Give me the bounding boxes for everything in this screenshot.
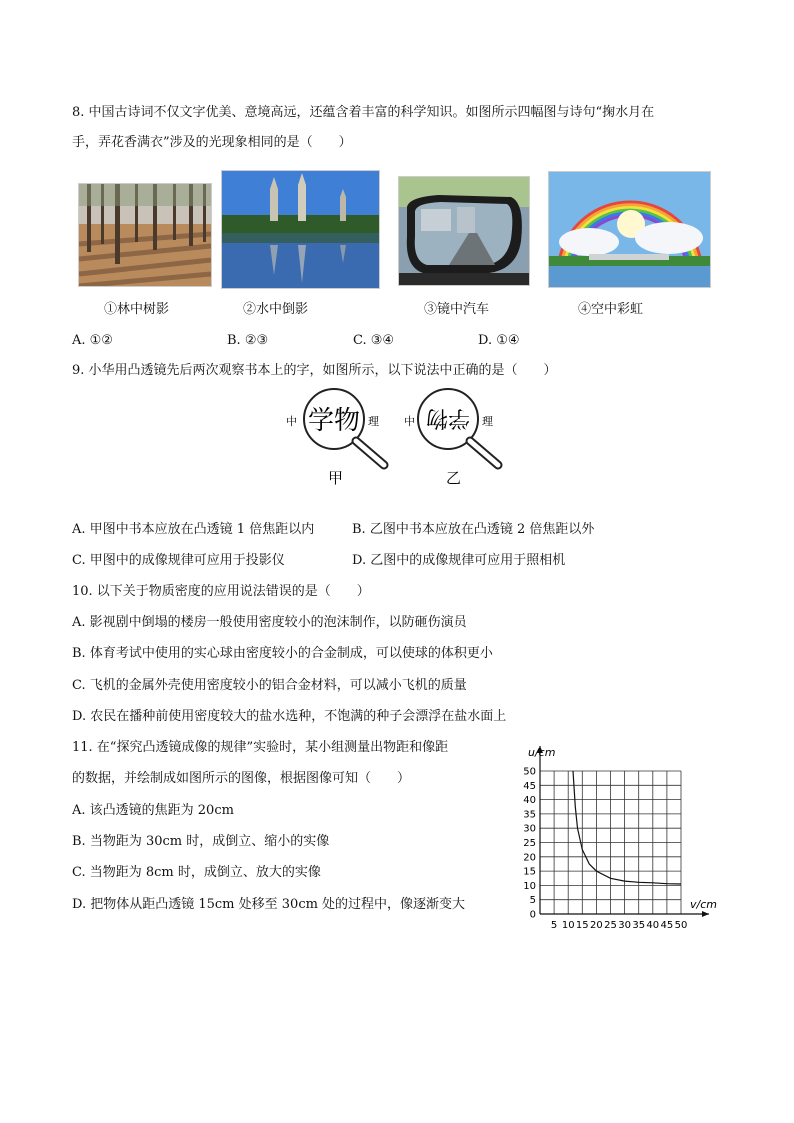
magnifier-left-icon <box>286 389 384 487</box>
fig-right-label: 乙 <box>446 469 462 487</box>
y-tick-label: 15 <box>523 866 536 878</box>
x-tick-label: 10 <box>561 920 575 931</box>
x-tick-label: 20 <box>590 920 603 931</box>
y-tick-label: 10 <box>523 880 536 892</box>
q10-option-b: B. 体育考试中使用的实心球由密度较小的合金制成，可以使球的体积更小 <box>72 646 493 661</box>
q11-option-b: B. 当物距为 30cm 时，成倒立、缩小的实像 <box>72 834 330 849</box>
q8-option-d: D. ①④ <box>478 333 520 348</box>
data-curve <box>573 771 681 884</box>
x-tick-label: 35 <box>632 920 646 931</box>
fig-right-small-right: 理 <box>482 415 493 428</box>
y-tick-label: 25 <box>523 838 536 849</box>
q10-option-d: D. 农民在播种前使用密度较大的盐水选种，不饱满的种子会漂浮在盐水面上 <box>72 709 507 724</box>
q8-option-b: B. ②③ <box>227 333 269 348</box>
q9-option-a: A. 甲图中书本应放在凸透镜 1 倍焦距以内 <box>72 522 315 537</box>
q11-stem-line2: 的数据，并绘制成如图所示的图像，根据图像可知（ ） <box>72 771 411 786</box>
caption-1: ①林中树影 <box>104 302 170 317</box>
fig-right-small-left: 中 <box>404 415 415 428</box>
photo-forest-shadow <box>78 183 212 287</box>
x-tick-label: 40 <box>646 920 660 931</box>
q8-option-a: A. ①② <box>72 333 113 348</box>
magnifier-right-icon <box>404 389 498 487</box>
q10-stem: 10. 以下关于物质密度的应用说法错误的是（ ） <box>72 584 370 599</box>
x-tick-label: 15 <box>575 920 589 931</box>
fig-left-label: 甲 <box>328 469 344 487</box>
x-tick-label: 30 <box>618 920 631 931</box>
fig-right-big-text: 学物 <box>425 405 471 430</box>
fig-left-small-left: 中 <box>286 415 297 428</box>
chart-xlabel: v/cm <box>690 898 717 911</box>
y-tick-label: 35 <box>523 809 536 821</box>
fig-left-small-right: 理 <box>368 415 379 428</box>
x-axis-arrow-icon <box>702 911 709 917</box>
q10-option-c: C. 飞机的金属外壳使用密度较小的铝合金材料，可以减小飞机的质量 <box>72 678 467 693</box>
y-tick-label: 45 <box>523 780 536 792</box>
photo-rainbow <box>548 171 711 288</box>
x-tick-label: 50 <box>674 920 688 931</box>
caption-4: ④空中彩虹 <box>578 302 644 317</box>
q8-stem-line2: 手，弄花香满衣”涉及的光现象相同的是（ ） <box>72 135 352 150</box>
chart-ylabel: u/cm <box>528 746 556 759</box>
q11-stem-line1: 11. 在“探究凸透镜成像的规律”实验时，某小组测量出物距和像距 <box>72 740 449 755</box>
y-tick-label: 20 <box>523 852 536 864</box>
photo-water-reflection <box>221 170 380 289</box>
q9-option-c: C. 甲图中的成像规律可应用于投影仪 <box>72 553 285 568</box>
uv-graph <box>500 738 730 933</box>
x-tick-label: 25 <box>604 920 617 931</box>
y-tick-label: 50 <box>523 766 536 778</box>
q11-option-c: C. 当物距为 8cm 时，成倒立、放大的实像 <box>72 865 321 880</box>
q9-option-b: B. 乙图中书本应放在凸透镜 2 倍焦距以外 <box>352 522 595 537</box>
q11-option-d: D. 把物体从距凸透镜 15cm 处移至 30cm 处的过程中，像逐渐变大 <box>72 897 466 912</box>
caption-3: ③镜中汽车 <box>424 302 490 317</box>
q9-magnifier-figure <box>280 385 520 495</box>
q11-option-a: A. 该凸透镜的焦距为 20cm <box>72 803 234 818</box>
y-tick-label: 30 <box>523 823 536 835</box>
photo-car-mirror <box>398 176 530 286</box>
x-tick-label: 45 <box>660 920 674 931</box>
caption-2: ②水中倒影 <box>243 302 309 317</box>
y-tick-label: 40 <box>523 795 536 807</box>
x-tick-label: 5 <box>550 920 558 931</box>
fig-left-big-text: 学物 <box>307 406 361 436</box>
q9-stem: 9. 小华用凸透镜先后两次观察书本上的字，如图所示，以下说法中正确的是（ ） <box>72 363 557 378</box>
q9-option-d: D. 乙图中的成像规律可应用于照相机 <box>352 553 566 568</box>
y-tick-label: 0 <box>529 909 536 921</box>
q10-option-a: A. 影视剧中倒塌的楼房一般使用密度较小的泡沫制作，以防砸伤演员 <box>72 615 467 630</box>
q8-stem-line1: 8. 中国古诗词不仅文字优美、意境高远，还蕴含着丰富的科学知识。如图所示四幅图与诗句“掬水月在 <box>72 105 655 120</box>
y-tick-label: 5 <box>529 895 536 907</box>
q8-option-c: C. ③④ <box>353 333 395 348</box>
